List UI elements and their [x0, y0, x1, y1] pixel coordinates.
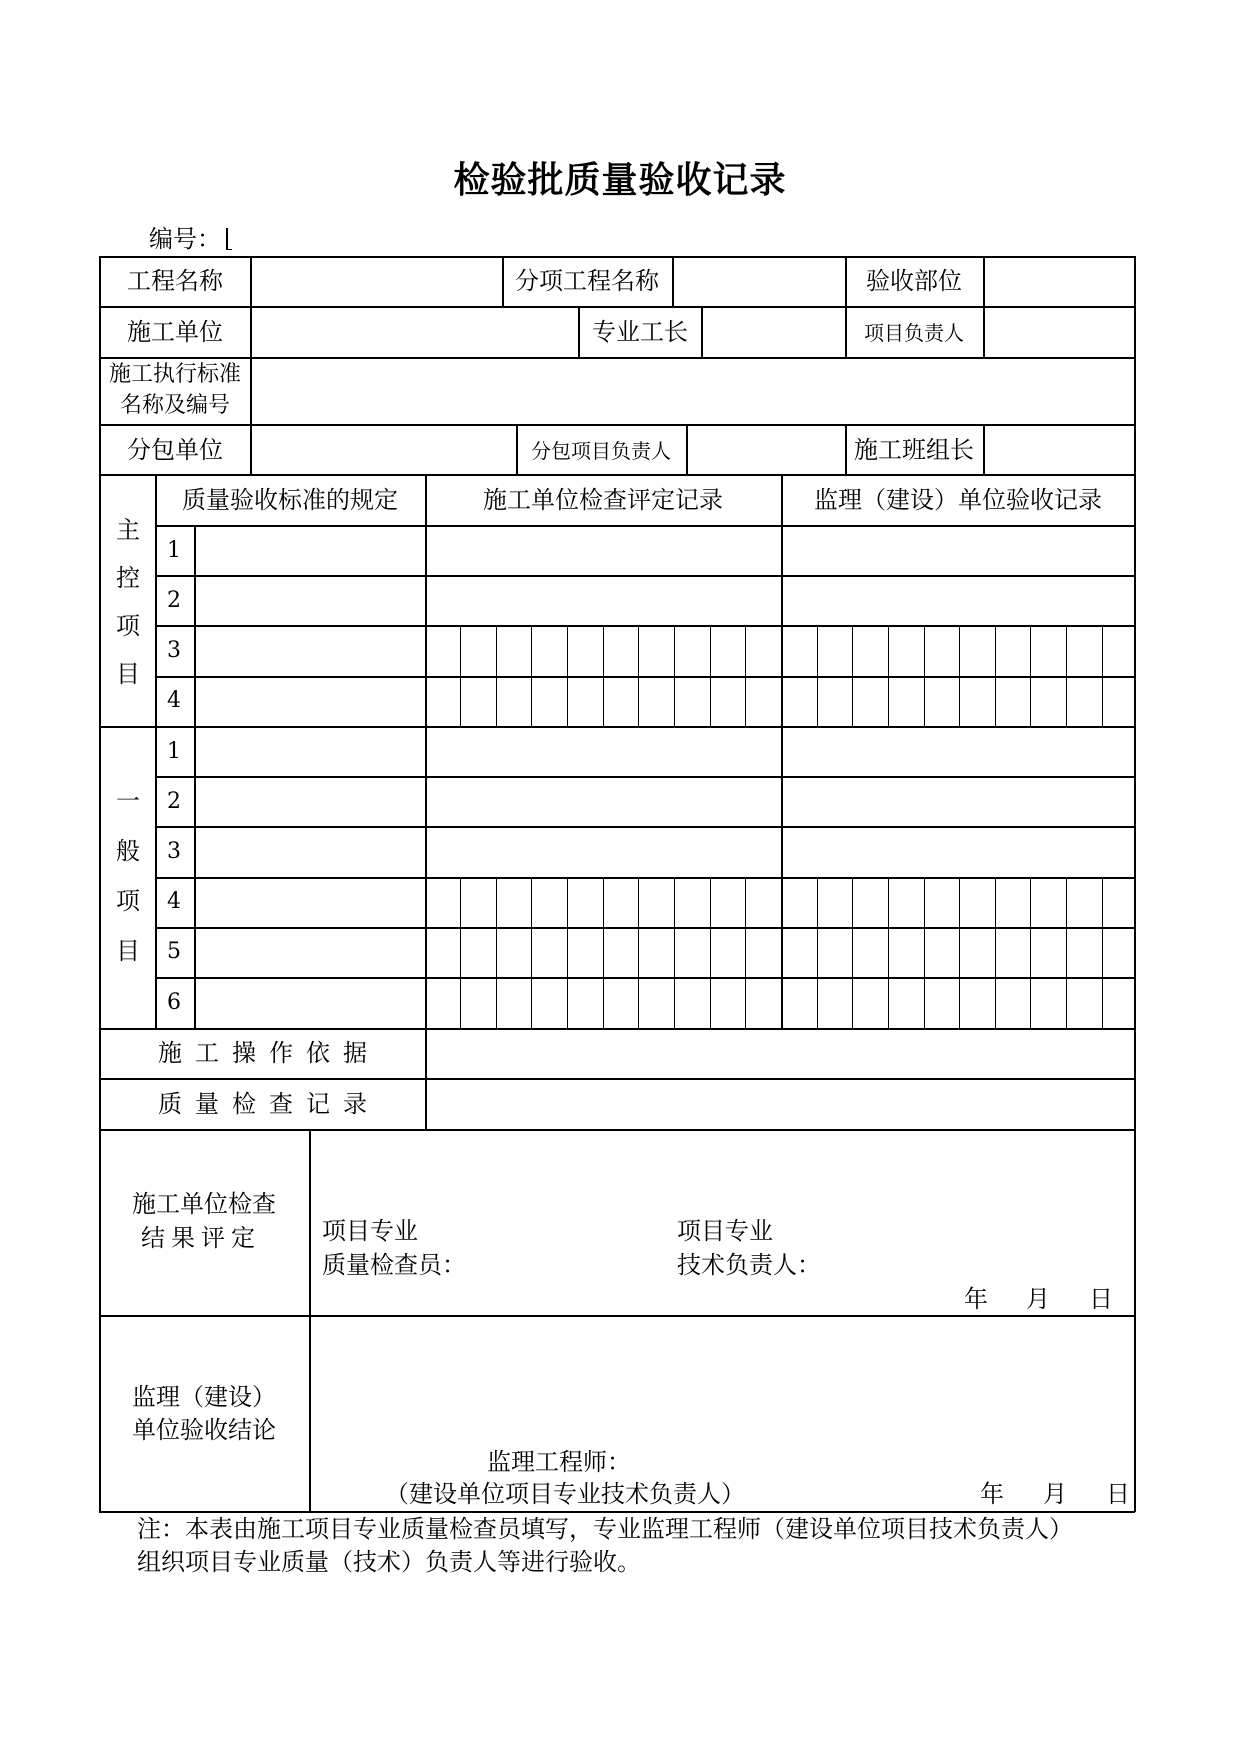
general-standard-cell[interactable] — [196, 929, 424, 976]
general-standard-cell[interactable] — [196, 979, 424, 1027]
supervision-month-label: 月 — [1043, 1480, 1067, 1508]
general-row-number: 1 — [167, 739, 181, 764]
label-supervision-result-line1: 监理（建设） — [132, 1383, 276, 1411]
general-supervision-cell[interactable] — [783, 778, 1133, 825]
general-construction-cell[interactable] — [427, 728, 780, 775]
general-row-number: 2 — [167, 789, 181, 814]
label-sub-project-manager: 分包项目负责人 — [531, 439, 671, 463]
main-control-standard-cell[interactable] — [196, 678, 424, 725]
general-supervision-cell[interactable] — [783, 728, 1133, 775]
general-row-number: 3 — [167, 839, 181, 864]
main-control-row-number: 4 — [167, 688, 181, 713]
number-field[interactable] — [226, 228, 228, 250]
main-control-construction-cell[interactable] — [427, 527, 780, 574]
label-quality-record: 质量检查记录 — [158, 1090, 380, 1118]
project-manager-field[interactable] — [985, 308, 1133, 356]
supervision-engineer-note: （建设单位项目专业技术负责人） — [385, 1480, 745, 1508]
supervision-year-label: 年 — [980, 1480, 1004, 1508]
main-control-supervision-cell[interactable] — [783, 577, 1133, 624]
project-name-field[interactable] — [252, 258, 500, 305]
general-standard-cell[interactable] — [196, 879, 424, 926]
label-sub-item-name: 分项工程名称 — [515, 267, 659, 295]
inspector-line2: 质量检查员： — [322, 1251, 466, 1279]
main-control-row-number: 1 — [167, 538, 181, 563]
label-construction-result-line2: 结果评定 — [141, 1224, 261, 1252]
operation-basis-field[interactable] — [427, 1030, 1133, 1077]
label-subcontractor: 分包单位 — [127, 436, 223, 464]
label-project-name: 工程名称 — [127, 267, 223, 295]
general-row-number: 5 — [167, 939, 181, 964]
general-row-number: 6 — [167, 990, 181, 1015]
subcontractor-field[interactable] — [252, 426, 515, 473]
sub-item-name-field[interactable] — [674, 258, 843, 305]
label-acceptance-part: 验收部位 — [866, 267, 962, 295]
label-operation-basis: 施工操作依据 — [158, 1039, 380, 1067]
main-control-construction-cell[interactable] — [427, 577, 780, 624]
main-control-char: 控 — [116, 564, 140, 592]
number-field-underline — [226, 249, 232, 250]
general-standard-cell[interactable] — [196, 828, 424, 876]
main-control-row-number: 2 — [167, 588, 181, 613]
inspector-line1: 项目专业 — [322, 1217, 418, 1245]
col-header-standard: 质量验收标准的规定 — [182, 486, 398, 514]
general-construction-cell[interactable] — [427, 778, 780, 825]
construction-year-label: 年 — [964, 1285, 988, 1313]
general-row-number: 4 — [167, 889, 181, 914]
col-header-construction-record: 施工单位检查评定记录 — [483, 486, 723, 514]
main-control-char: 项 — [116, 612, 140, 640]
general-construction-cell[interactable] — [427, 828, 780, 876]
construction-day-label: 日 — [1089, 1285, 1113, 1313]
general-char: 一 — [116, 787, 140, 815]
label-standard-line2: 名称及编号 — [119, 393, 231, 418]
general-standard-cell[interactable] — [196, 728, 424, 775]
footnote-line2: 组织项目专业质量（技术）负责人等进行验收。 — [137, 1548, 641, 1576]
construction-unit-field[interactable] — [252, 308, 577, 356]
general-supervision-cell[interactable] — [783, 828, 1133, 876]
general-standard-cell[interactable] — [196, 778, 424, 825]
supervision-day-label: 日 — [1106, 1480, 1130, 1508]
main-control-standard-cell[interactable] — [196, 527, 424, 574]
label-construction-unit: 施工单位 — [127, 318, 223, 346]
main-control-standard-cell[interactable] — [196, 627, 424, 675]
tech-lead-line2: 技术负责人： — [677, 1251, 821, 1279]
team-leader-field[interactable] — [985, 426, 1133, 473]
label-construction-result-line1: 施工单位检查 — [132, 1190, 276, 1218]
label-standard-line1: 施工执行标准 — [108, 362, 242, 387]
general-char: 目 — [116, 937, 140, 965]
supervision-engineer-label: 监理工程师： — [487, 1448, 631, 1476]
general-char: 般 — [116, 837, 140, 865]
col-header-supervision-record: 监理（建设）单位验收记录 — [814, 486, 1102, 514]
label-team-leader: 施工班组长 — [854, 436, 974, 464]
main-control-row-number: 3 — [167, 638, 181, 663]
main-control-char: 目 — [116, 660, 140, 688]
construction-month-label: 月 — [1026, 1285, 1050, 1313]
sub-project-manager-field[interactable] — [688, 426, 844, 473]
tech-lead-line1: 项目专业 — [677, 1217, 773, 1245]
page-title: 检验批质量验收记录 — [453, 159, 787, 201]
number-label: 编号： — [149, 225, 221, 253]
quality-record-field[interactable] — [427, 1080, 1133, 1128]
acceptance-part-field[interactable] — [985, 258, 1133, 305]
label-project-manager: 项目负责人 — [864, 321, 964, 345]
main-control-standard-cell[interactable] — [196, 577, 424, 624]
general-char: 项 — [116, 887, 140, 915]
footnote-line1: 注：本表由施工项目专业质量检查员填写，专业监理工程师（建设单位项目技术负责人） — [137, 1515, 1073, 1543]
label-foreman: 专业工长 — [592, 318, 688, 346]
standard-field[interactable] — [252, 359, 1133, 423]
main-control-char: 主 — [116, 516, 140, 544]
main-control-supervision-cell[interactable] — [783, 527, 1133, 574]
foreman-field[interactable] — [703, 308, 844, 356]
label-supervision-result-line2: 单位验收结论 — [132, 1416, 276, 1444]
